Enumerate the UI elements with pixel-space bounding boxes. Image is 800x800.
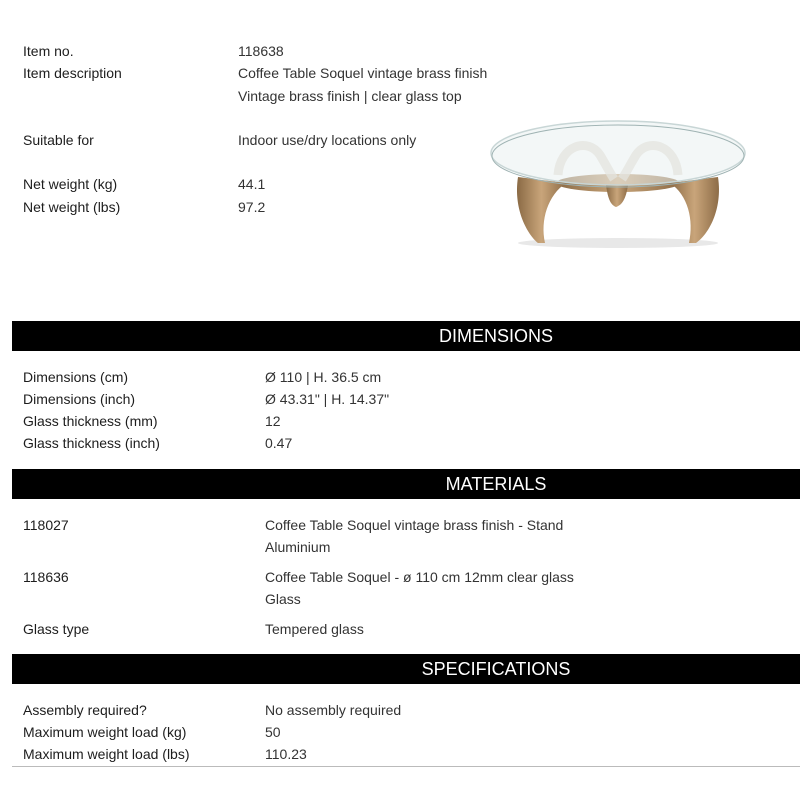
max-weight-kg-label: Maximum weight load (kg) <box>23 724 187 740</box>
item-description-label: Item description <box>23 65 122 81</box>
material-type: Glass <box>265 591 301 607</box>
glass-type-label: Glass type <box>23 621 90 637</box>
glass-thickness-inch-label: Glass thickness (inch) <box>23 435 160 451</box>
specifications-header-title: SPECIFICATIONS <box>421 659 571 679</box>
max-weight-lbs-value: 110.23 <box>265 746 307 762</box>
dimensions-cm-label: Dimensions (cm) <box>23 369 129 385</box>
product-image <box>488 115 748 250</box>
glass-thickness-inch-value: 0.47 <box>265 435 293 451</box>
glass-thickness-mm-value: 12 <box>265 413 281 429</box>
material-code: 118027 <box>23 517 69 533</box>
dimensions-inch-label: Dimensions (inch) <box>23 391 136 407</box>
item-description-value-2: Vintage brass finish | clear glass top <box>238 88 462 104</box>
net-weight-kg-value: 44.1 <box>238 176 266 192</box>
net-weight-kg-label: Net weight (kg) <box>23 176 118 192</box>
dimensions-cm-value: Ø 110 | H. 36.5 cm <box>265 369 382 385</box>
material-type: Aluminium <box>265 539 331 555</box>
item-no-value: 118638 <box>238 43 284 59</box>
item-no-label: Item no. <box>23 43 74 59</box>
dimensions-inch-value: Ø 43.31" | H. 14.37" <box>265 391 390 407</box>
glass-type-value: Tempered glass <box>265 621 364 637</box>
specifications-header <box>12 654 800 684</box>
item-description-value: Coffee Table Soquel vintage brass finish <box>238 65 488 81</box>
net-weight-lbs-label: Net weight (lbs) <box>23 199 121 215</box>
material-code: 118636 <box>23 569 69 585</box>
material-description: Coffee Table Soquel - ø 110 cm 12mm clear glass <box>265 569 574 585</box>
suitable-for-value: Indoor use/dry locations only <box>238 132 417 148</box>
dimensions-header-title: DIMENSIONS <box>438 326 553 346</box>
assembly-label: Assembly required? <box>23 702 147 718</box>
material-description: Coffee Table Soquel vintage brass finish - Stand <box>265 517 564 533</box>
assembly-value: No assembly required <box>265 702 402 718</box>
max-weight-kg-value: 50 <box>265 724 281 740</box>
suitable-for-label: Suitable for <box>23 132 94 148</box>
materials-header <box>12 469 800 499</box>
bottom-divider <box>12 766 800 767</box>
net-weight-lbs-value: 97.2 <box>238 199 266 215</box>
max-weight-lbs-label: Maximum weight load (lbs) <box>23 746 190 762</box>
dimensions-header <box>12 321 800 351</box>
glass-thickness-mm-label: Glass thickness (mm) <box>23 413 158 429</box>
materials-header-title: MATERIALS <box>445 474 547 494</box>
